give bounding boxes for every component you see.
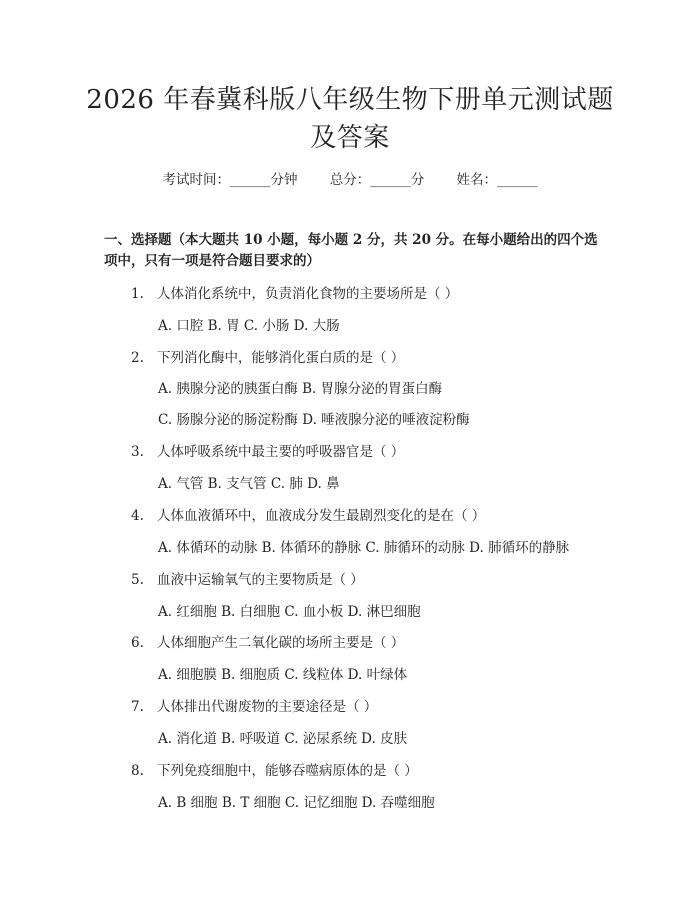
page-title-continued: 及答案 <box>310 123 390 153</box>
question-5-options: A. 红细胞 B. 白细胞 C. 血小板 D. 淋巴细胞 <box>158 604 421 620</box>
question-text: 人体细胞产生二氧化碳的场所主要是（ ） <box>157 635 405 651</box>
question-1 <box>131 282 458 302</box>
question-number: 6. <box>131 635 144 651</box>
question-6 <box>131 631 404 651</box>
question-1-options: A. 口腔 B. 胃 C. 小肠 D. 大肠 <box>158 318 340 334</box>
question-4 <box>131 504 485 524</box>
section-heading-continued: 项中，只有一项是符合题目要求的） <box>104 253 320 269</box>
question-text: 人体呼吸系统中最主要的呼吸器官是（ ） <box>157 444 405 460</box>
question-number: 1. <box>131 286 144 302</box>
question-7 <box>131 695 377 715</box>
question-text: 人体血液循环中，血液成分发生最剧烈变化的是在（ ） <box>157 508 486 524</box>
question-text: 人体消化系统中，负责消化食物的主要场所是（ ） <box>157 286 459 302</box>
exam-time-field: 考试时间：______分钟 <box>162 172 298 188</box>
question-8-options: A. B 细胞 B. T 细胞 C. 记忆细胞 D. 吞噬细胞 <box>158 795 435 811</box>
question-2-options-line1: A. 胰腺分泌的胰蛋白酶 B. 胃腺分泌的胃蛋白酶 <box>158 381 443 397</box>
question-6-options: A. 细胞膜 B. 细胞质 C. 线粒体 D. 叶绿体 <box>158 667 408 683</box>
question-2 <box>131 346 404 366</box>
question-text: 下列消化酶中，能够消化蛋白质的是（ ） <box>157 350 405 366</box>
question-number: 7. <box>131 699 144 715</box>
question-7-options: A. 消化道 B. 呼吸道 C. 泌尿系统 D. 皮肤 <box>158 731 408 747</box>
exam-meta <box>0 168 700 188</box>
question-3-options: A. 气管 B. 支气管 C. 肺 D. 鼻 <box>158 476 340 492</box>
question-4-options: A. 体循环的动脉 B. 体循环的静脉 C. 肺循环的动脉 D. 肺循环的静脉 <box>158 540 570 556</box>
question-number: 5. <box>131 572 144 588</box>
page-title: 2026 年春冀科版八年级生物下册单元测试题 <box>86 85 614 115</box>
question-2-options-line2: C. 肠腺分泌的肠淀粉酶 D. 唾液腺分泌的唾液淀粉酶 <box>158 412 470 428</box>
question-8 <box>131 759 418 779</box>
total-score-field: 总分：______分 <box>329 172 425 188</box>
section-heading: 一、选择题（本大题共 10 小题，每小题 2 分，共 20 分。在每小题给出的四个选 <box>104 232 598 248</box>
question-number: 3. <box>131 444 144 460</box>
question-text: 下列免疫细胞中，能够吞噬病原体的是（ ） <box>157 763 418 779</box>
student-name-field: 姓名：______ <box>456 172 538 188</box>
question-5 <box>131 568 364 588</box>
question-text: 血液中运输氧气的主要物质是（ ） <box>157 572 364 588</box>
question-number: 2. <box>131 350 144 366</box>
question-number: 4. <box>131 508 144 524</box>
question-text: 人体排出代谢废物的主要途径是（ ） <box>157 699 378 715</box>
question-number: 8. <box>131 763 144 779</box>
question-3 <box>131 440 404 460</box>
